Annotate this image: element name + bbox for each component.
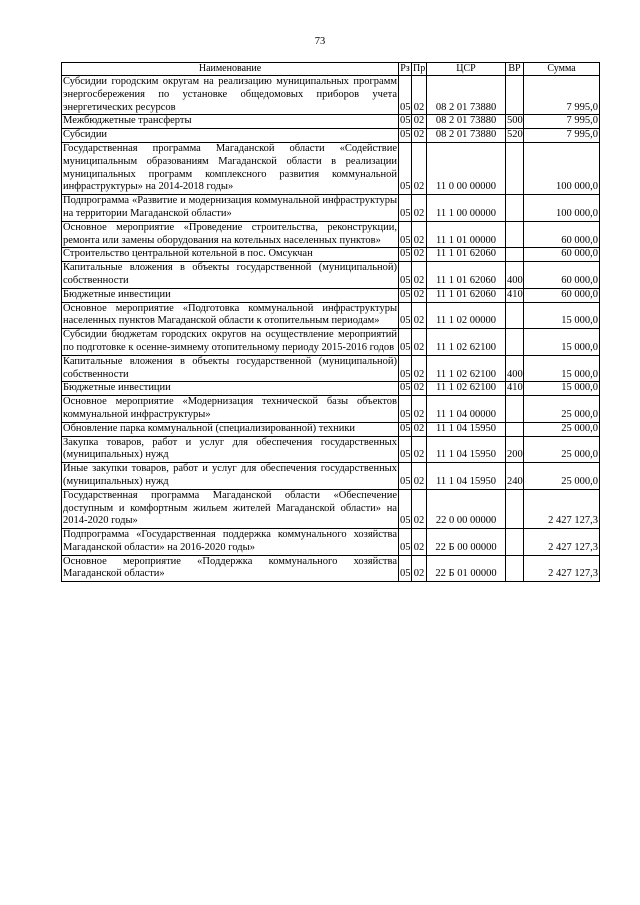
- cell-rz: 05: [399, 463, 412, 490]
- cell-csr: 11 1 01 00000: [427, 221, 506, 248]
- cell-sum: 15 000,0: [524, 382, 600, 396]
- cell-csr: 11 1 02 62100: [427, 355, 506, 382]
- cell-rz: 05: [399, 396, 412, 423]
- cell-vr: [506, 302, 524, 329]
- cell-csr: 11 1 04 00000: [427, 396, 506, 423]
- cell-vr: [506, 489, 524, 528]
- cell-vr: 400: [506, 262, 524, 289]
- cell-rz: 05: [399, 489, 412, 528]
- cell-name: Бюджетные инвестиции: [62, 288, 399, 302]
- cell-pr: 02: [412, 142, 427, 194]
- table-row: [62, 302, 600, 329]
- cell-vr: [506, 142, 524, 194]
- cell-csr: 11 1 00 00000: [427, 195, 506, 222]
- cell-csr: 11 1 04 15950: [427, 463, 506, 490]
- cell-vr: [506, 221, 524, 248]
- cell-pr: 02: [412, 529, 427, 556]
- header-rz: Рз: [400, 63, 410, 74]
- cell-vr: 520: [506, 129, 524, 143]
- table-row: [62, 129, 600, 143]
- cell-name: Капитальные вложения в объекты государственной (муниципальной) собственности: [62, 355, 399, 382]
- cell-csr: 11 1 02 00000: [427, 302, 506, 329]
- cell-vr: [506, 555, 524, 582]
- cell-sum: 15 000,0: [524, 355, 600, 382]
- cell-rz: 05: [399, 555, 412, 582]
- cell-name: Подпрограмма «Государственная поддержка коммунального хозяйства Магаданской области» на 2016-2020 годы»: [62, 529, 399, 556]
- cell-rz: 05: [399, 248, 412, 262]
- cell-csr: 11 1 01 62060: [427, 248, 506, 262]
- table-row: [62, 355, 600, 382]
- cell-vr: [506, 329, 524, 356]
- cell-name: Закупка товаров, работ и услуг для обеспечения государственных (муниципальных) нужд: [62, 436, 399, 463]
- page-number: 73: [314, 36, 326, 47]
- cell-name: Субсидии бюджетам городских округов на осуществление мероприятий по подготовке к осенне-зимнему отопительному периоду 2015-2016 годов: [62, 329, 399, 356]
- cell-pr: 02: [412, 463, 427, 490]
- cell-rz: 05: [399, 302, 412, 329]
- cell-vr: 200: [506, 436, 524, 463]
- cell-pr: 02: [412, 302, 427, 329]
- header-pr: Пр: [413, 63, 426, 74]
- cell-rz: 05: [399, 76, 412, 115]
- cell-pr: 02: [412, 355, 427, 382]
- table-row: [62, 142, 600, 194]
- cell-rz: 05: [399, 195, 412, 222]
- cell-sum: 2 427 127,3: [524, 529, 600, 556]
- cell-csr: 11 1 02 62100: [427, 382, 506, 396]
- cell-sum: 7 995,0: [524, 129, 600, 143]
- table-header-row: [62, 63, 600, 76]
- cell-pr: 02: [412, 329, 427, 356]
- cell-name: Основное мероприятие «Модернизация технической базы объектов коммунальной инфраструктуры»: [62, 396, 399, 423]
- cell-sum: 7 995,0: [524, 115, 600, 129]
- cell-sum: 100 000,0: [524, 195, 600, 222]
- cell-vr: [506, 195, 524, 222]
- cell-pr: 02: [412, 195, 427, 222]
- cell-name: Подпрограмма «Развитие и модернизация коммунальной инфраструктуры на территории Магаданской области»: [62, 195, 399, 222]
- cell-csr: 11 1 04 15950: [427, 422, 506, 436]
- table-row: [62, 396, 600, 423]
- cell-name: Межбюджетные трансферты: [62, 115, 399, 129]
- cell-csr: 11 1 02 62100: [427, 329, 506, 356]
- cell-sum: 2 427 127,3: [524, 489, 600, 528]
- cell-name: Основное мероприятие «Поддержка коммунального хозяйства Магаданской области»: [62, 555, 399, 582]
- table-row: [62, 288, 600, 302]
- cell-csr: 22 Б 01 00000: [427, 555, 506, 582]
- cell-name: Субсидии городским округам на реализацию муниципальных программ энергосбережения по установке общедомовых приборов учета энергетических ресурсов: [62, 76, 399, 115]
- cell-csr: 11 1 04 15950: [427, 436, 506, 463]
- cell-rz: 05: [399, 422, 412, 436]
- table-row: [62, 489, 600, 528]
- cell-pr: 02: [412, 422, 427, 436]
- table-row: [62, 382, 600, 396]
- cell-rz: 05: [399, 382, 412, 396]
- cell-pr: 02: [412, 436, 427, 463]
- cell-csr: 22 Б 00 00000: [427, 529, 506, 556]
- cell-rz: 05: [399, 221, 412, 248]
- cell-sum: 2 427 127,3: [524, 555, 600, 582]
- table-row: [62, 262, 600, 289]
- cell-csr: 11 0 00 00000: [427, 142, 506, 194]
- cell-csr: 11 1 01 62060: [427, 288, 506, 302]
- cell-rz: 05: [399, 436, 412, 463]
- cell-name: Основное мероприятие «Проведение строительства, реконструкции, ремонта или замены оборудования на котельных населенных пунктов»: [62, 221, 399, 248]
- cell-csr: 08 2 01 73880: [427, 129, 506, 143]
- cell-sum: 25 000,0: [524, 436, 600, 463]
- header-name: Наименование: [62, 63, 399, 76]
- cell-csr: 08 2 01 73880: [427, 76, 506, 115]
- header-vr: ВР: [506, 63, 524, 76]
- cell-rz: 05: [399, 329, 412, 356]
- cell-vr: [506, 396, 524, 423]
- cell-rz: 05: [399, 288, 412, 302]
- cell-vr: [506, 248, 524, 262]
- cell-pr: 02: [412, 262, 427, 289]
- table-row: [62, 221, 600, 248]
- cell-pr: 02: [412, 396, 427, 423]
- cell-vr: [506, 76, 524, 115]
- table-row: [62, 436, 600, 463]
- table-row: [62, 115, 600, 129]
- cell-rz: 05: [399, 142, 412, 194]
- cell-vr: 410: [506, 288, 524, 302]
- cell-pr: 02: [412, 221, 427, 248]
- table-row: [62, 248, 600, 262]
- cell-sum: 25 000,0: [524, 463, 600, 490]
- cell-name: Капитальные вложения в объекты государственной (муниципальной) собственности: [62, 262, 399, 289]
- cell-vr: 410: [506, 382, 524, 396]
- cell-sum: 25 000,0: [524, 422, 600, 436]
- cell-rz: 05: [399, 115, 412, 129]
- table-body: [62, 76, 600, 582]
- cell-vr: [506, 529, 524, 556]
- cell-pr: 02: [412, 129, 427, 143]
- cell-csr: 22 0 00 00000: [427, 489, 506, 528]
- cell-csr: 08 2 01 73880: [427, 115, 506, 129]
- cell-csr: 11 1 01 62060: [427, 262, 506, 289]
- cell-name: Государственная программа Магаданской области «Содействие муниципальным образованиям Магаданской области в реализации муниципальных программ комплексного развития коммунальной инфраструктуры» на 2014-2018 годы»: [62, 142, 399, 194]
- cell-sum: 60 000,0: [524, 221, 600, 248]
- cell-sum: 60 000,0: [524, 288, 600, 302]
- cell-vr: 500: [506, 115, 524, 129]
- cell-name: Субсидии: [62, 129, 399, 143]
- cell-vr: 400: [506, 355, 524, 382]
- cell-rz: 05: [399, 129, 412, 143]
- cell-sum: 25 000,0: [524, 396, 600, 423]
- cell-pr: 02: [412, 115, 427, 129]
- cell-name: Обновление парка коммунальной (специализированной) техники: [62, 422, 399, 436]
- table-row: [62, 422, 600, 436]
- cell-vr: [506, 422, 524, 436]
- table-row: [62, 76, 600, 115]
- table-row: [62, 195, 600, 222]
- cell-sum: 60 000,0: [524, 262, 600, 289]
- header-sum: Сумма: [524, 63, 600, 76]
- cell-pr: 02: [412, 489, 427, 528]
- cell-rz: 05: [399, 529, 412, 556]
- cell-sum: 15 000,0: [524, 329, 600, 356]
- cell-vr: 240: [506, 463, 524, 490]
- header-csr: ЦСР: [427, 63, 506, 76]
- cell-pr: 02: [412, 555, 427, 582]
- budget-table: [61, 62, 600, 582]
- cell-pr: 02: [412, 382, 427, 396]
- cell-pr: 02: [412, 288, 427, 302]
- cell-rz: 05: [399, 262, 412, 289]
- cell-pr: 02: [412, 248, 427, 262]
- cell-name: Основное мероприятие «Подготовка коммунальной инфраструктуры населенных пунктов Магаданской области к отопительным периодам»: [62, 302, 399, 329]
- cell-sum: 7 995,0: [524, 76, 600, 115]
- cell-rz: 05: [399, 355, 412, 382]
- cell-name: Иные закупки товаров, работ и услуг для обеспечения государственных (муниципальных) нужд: [62, 463, 399, 490]
- cell-name: Строительство центральной котельной в пос. Омсукчан: [62, 248, 399, 262]
- cell-pr: 02: [412, 76, 427, 115]
- cell-sum: 60 000,0: [524, 248, 600, 262]
- cell-name: Государственная программа Магаданской области «Обеспечение доступным и комфортным жильем жителей Магаданской области» на 2014-2020 годы»: [62, 489, 399, 528]
- cell-sum: 15 000,0: [524, 302, 600, 329]
- cell-sum: 100 000,0: [524, 142, 600, 194]
- table-row: [62, 529, 600, 556]
- cell-name: Бюджетные инвестиции: [62, 382, 399, 396]
- table-row: [62, 329, 600, 356]
- table-row: [62, 555, 600, 582]
- table-row: [62, 463, 600, 490]
